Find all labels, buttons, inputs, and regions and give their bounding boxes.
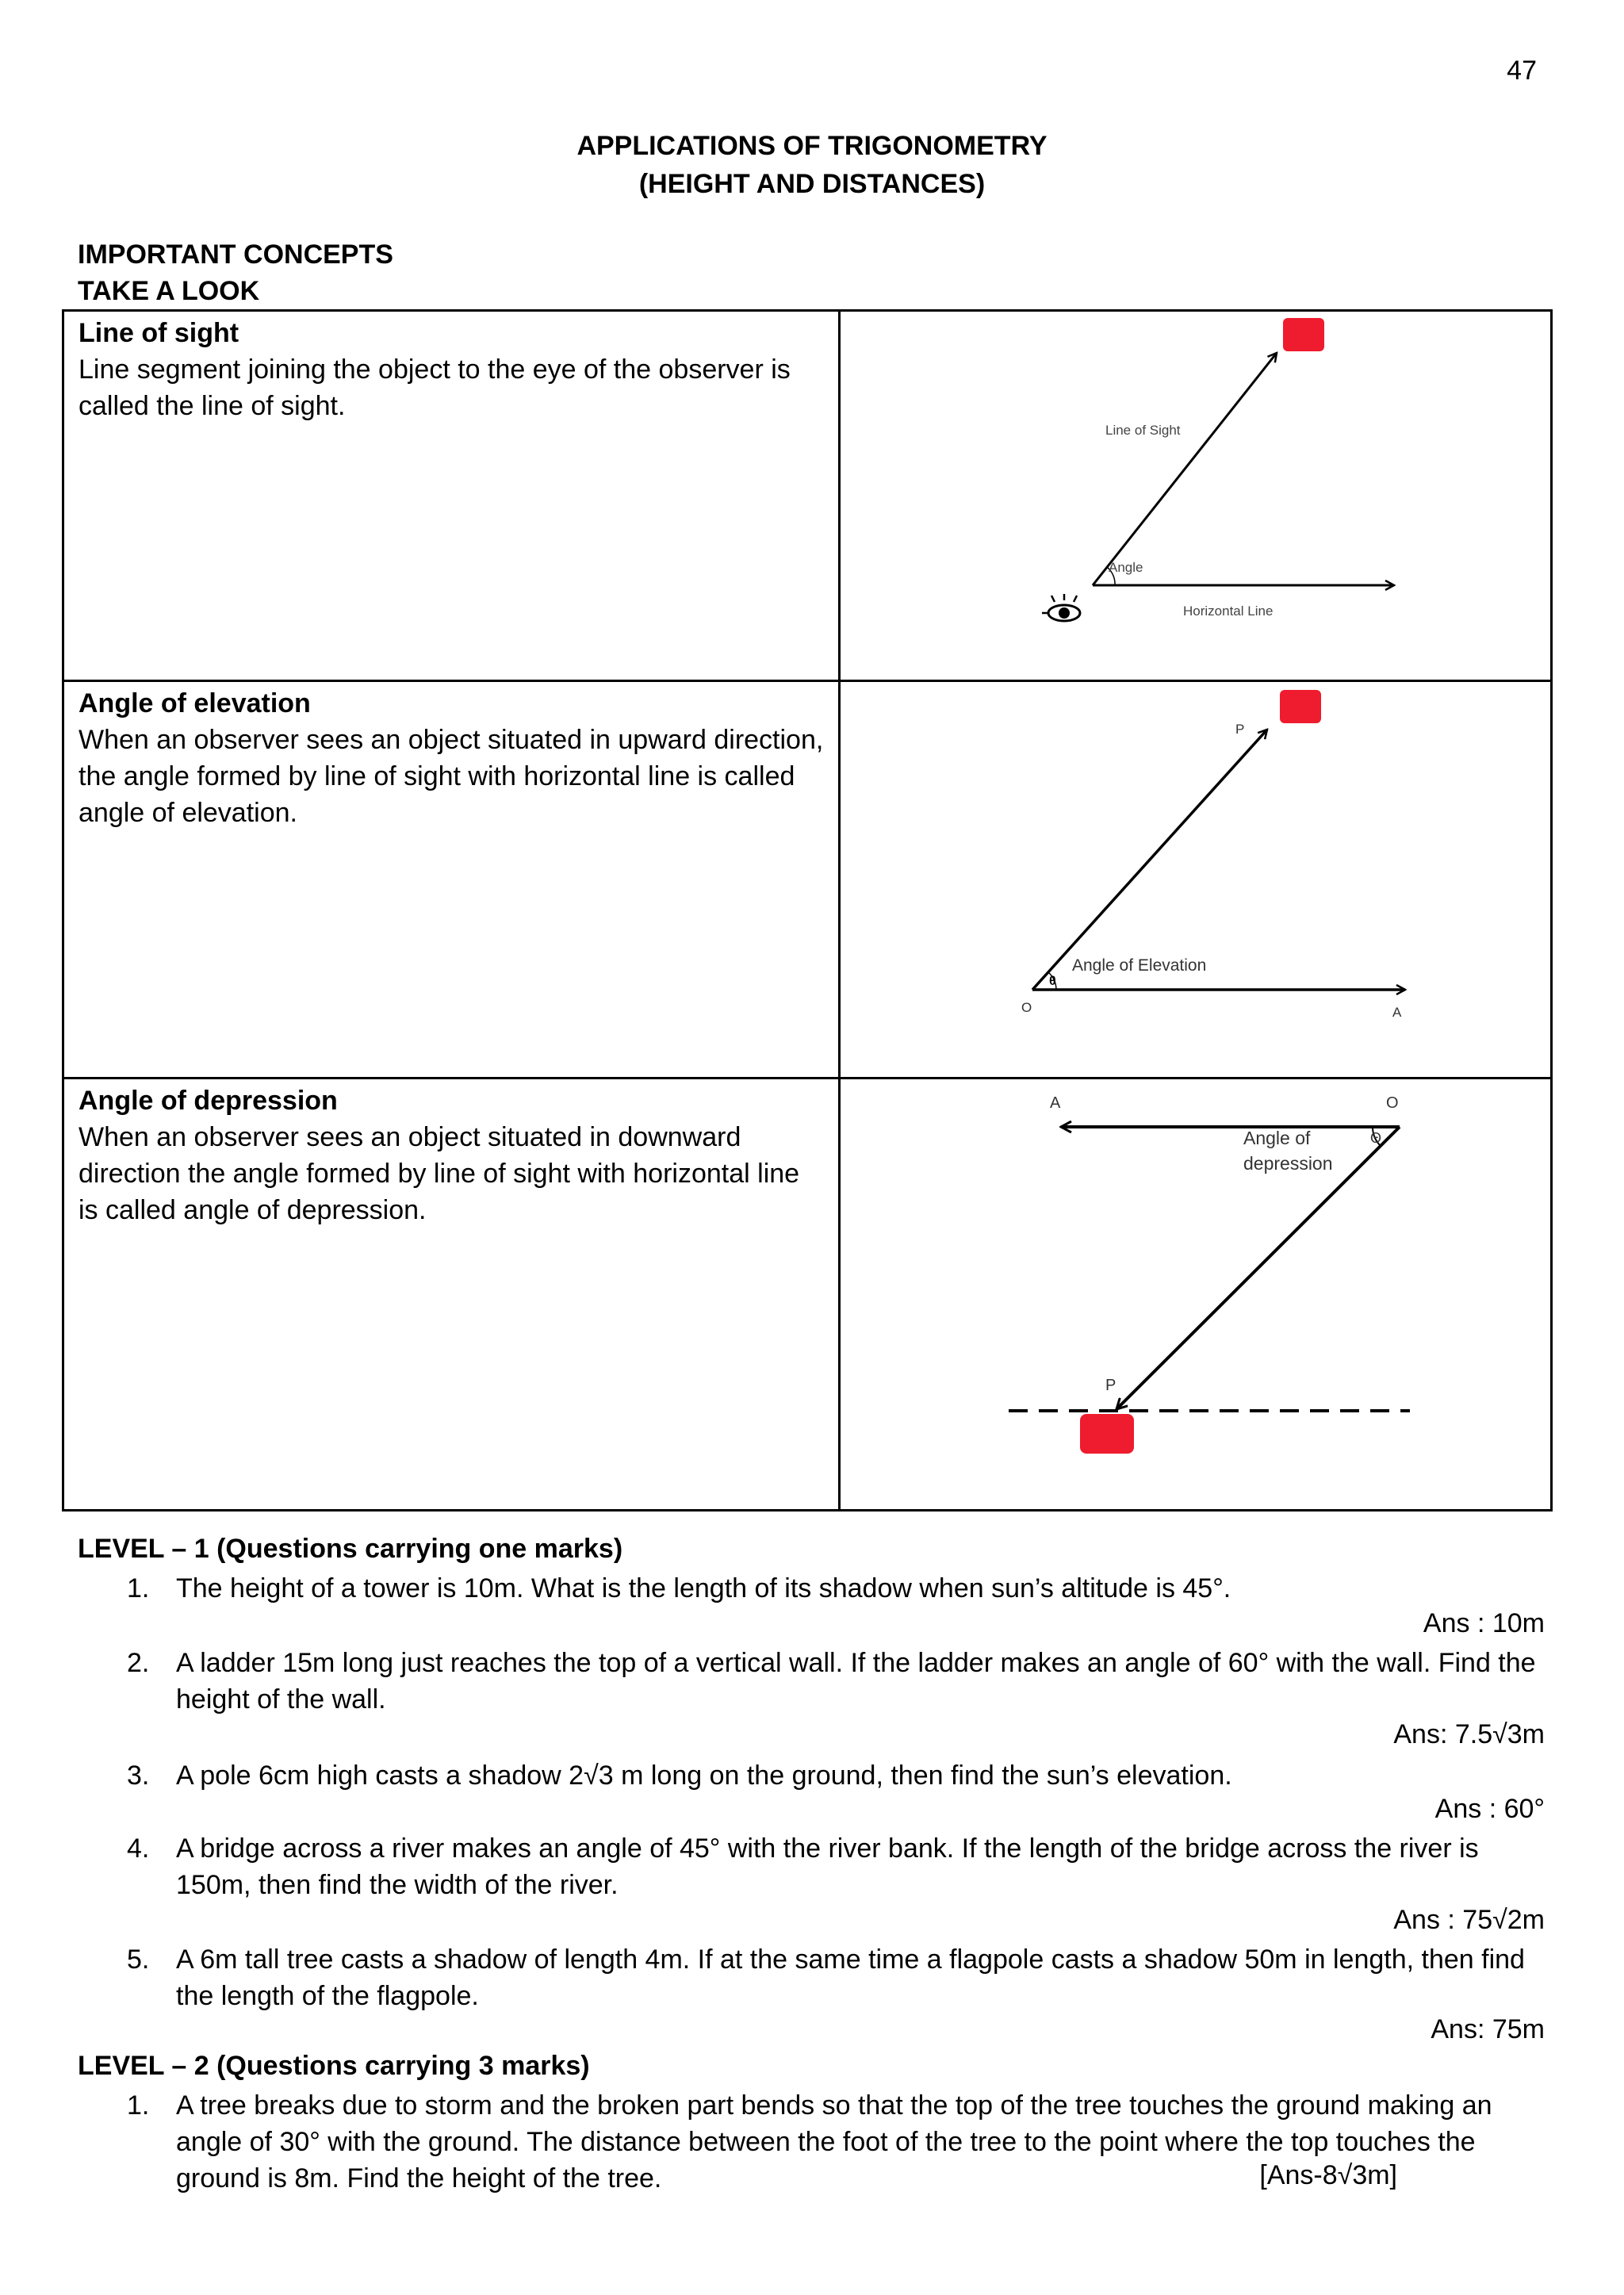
point-o-label: O: [1021, 1000, 1032, 1015]
angle-of-depression-diagram: [841, 1079, 1586, 1506]
important-concepts-heading: IMPORTANT CONCEPTS: [78, 239, 393, 270]
concept-row-angle-of-elevation: [63, 681, 1552, 1079]
question-text: A bridge across a river makes an angle of 45° with the river bank. If the length of the bridge across the river is 150m, then find the width of the river.: [176, 1833, 1479, 1900]
angle-of-elevation-diagram: [841, 682, 1586, 1074]
concepts-heading: [78, 236, 393, 309]
object-red-box: [1280, 690, 1321, 723]
question-number: 3.: [127, 1761, 150, 1791]
horizontal-line-label: Horizontal Line: [1183, 603, 1274, 619]
answer: [Ans-8√3m]: [1259, 2160, 1397, 2190]
line-of-sight-arrow: [1032, 730, 1267, 990]
question-number: 1.: [127, 2090, 150, 2121]
line-of-sight-diagram: [841, 312, 1586, 676]
question-text: A tree breaks due to storm and the broken part bends so that the top of the tree touches the ground making an angle of 30° with the ground. The distance between the foot of the tree to the point where the top touches the ground is 8m. Find the height of the tree.: [176, 2090, 1492, 2193]
theta-symbol: Θ: [1370, 1130, 1382, 1146]
question-text: A 6m tall tree casts a shadow of length 4m. If at the same time a flagpole casts a shadow 50m in length, then find the length of the flagpole.: [176, 1944, 1525, 2011]
concept-heading: Line of sight: [79, 318, 239, 348]
angle-of-elevation-figure: [840, 681, 1552, 1079]
angle-of-depression-label-1: Angle of: [1243, 1128, 1311, 1148]
eye-icon: [1042, 594, 1080, 621]
level-2-heading: LEVEL – 2 (Questions carrying 3 marks): [78, 2051, 590, 2081]
object-red-box: [1283, 318, 1324, 351]
concept-heading: Angle of elevation: [79, 688, 311, 718]
concept-text-cell: [63, 1079, 840, 1511]
line-of-sight-arrow: [1093, 353, 1277, 585]
question-text: The height of a tower is 10m. What is the length of its shadow when sun’s altitude is 45°.: [176, 1573, 1231, 1603]
answer: Ans: 75m: [1431, 2014, 1545, 2044]
angle-label: Angle: [1109, 560, 1143, 575]
line-of-sight-label: Line of Sight: [1105, 423, 1181, 438]
answer: Ans: 7.5√3m: [1393, 1719, 1545, 1749]
point-p-label: P: [1105, 1377, 1116, 1394]
concept-text-cell: [63, 311, 840, 681]
concepts-table: [62, 309, 1553, 1511]
answer: Ans : 75√2m: [1393, 1905, 1545, 1935]
object-red-box: [1080, 1414, 1134, 1454]
line-of-sight-figure: [840, 311, 1552, 681]
point-a-label: A: [1050, 1094, 1061, 1112]
concept-row-angle-of-depression: [63, 1079, 1552, 1511]
concept-definition: Line segment joining the object to the eye of the observer is called the line of sight.: [79, 354, 791, 421]
point-o-label: O: [1386, 1094, 1399, 1112]
concept-definition: When an observer sees an object situated in upward direction, the angle formed by line of sight with horizontal line is called angle of elevation.: [79, 725, 824, 828]
page-title: [0, 127, 1624, 203]
question-text: A pole 6cm high casts a shadow 2√3 m long on the ground, then find the sun’s elevation.: [176, 1761, 1232, 1791]
point-p-label: P: [1235, 722, 1245, 737]
angle-of-depression-label-2: depression: [1243, 1153, 1333, 1174]
answer: Ans : 10m: [1423, 1608, 1545, 1638]
take-a-look-heading: TAKE A LOOK: [78, 276, 260, 306]
question-number: 4.: [127, 1833, 150, 1864]
title-line-1: APPLICATIONS OF TRIGONOMETRY: [576, 131, 1048, 161]
question-number: 1.: [127, 1573, 150, 1603]
page-number: 47: [1507, 56, 1537, 86]
question-number: 5.: [127, 1944, 150, 1975]
concept-text-cell: [63, 681, 840, 1079]
answer: Ans : 60°: [1434, 1794, 1545, 1824]
question-number: 2.: [127, 1648, 150, 1678]
angle-of-elevation-label: Angle of Elevation: [1072, 956, 1207, 975]
level-1-heading: LEVEL – 1 (Questions carrying one marks): [78, 1534, 623, 1564]
concept-row-line-of-sight: [63, 311, 1552, 681]
title-line-2: (HEIGHT AND DISTANCES): [638, 169, 986, 199]
angle-of-depression-figure: [840, 1079, 1552, 1511]
theta-symbol: θ: [1049, 975, 1056, 988]
concept-definition: When an observer sees an object situated in downward direction the angle formed by line of sight with horizontal line is called angle of depression.: [79, 1122, 800, 1225]
question-text: A ladder 15m long just reaches the top of a vertical wall. If the ladder makes an angle of 60° with the wall. Find the height of the wall.: [176, 1648, 1536, 1715]
point-a-label: A: [1392, 1005, 1402, 1020]
concept-heading: Angle of depression: [79, 1086, 338, 1116]
